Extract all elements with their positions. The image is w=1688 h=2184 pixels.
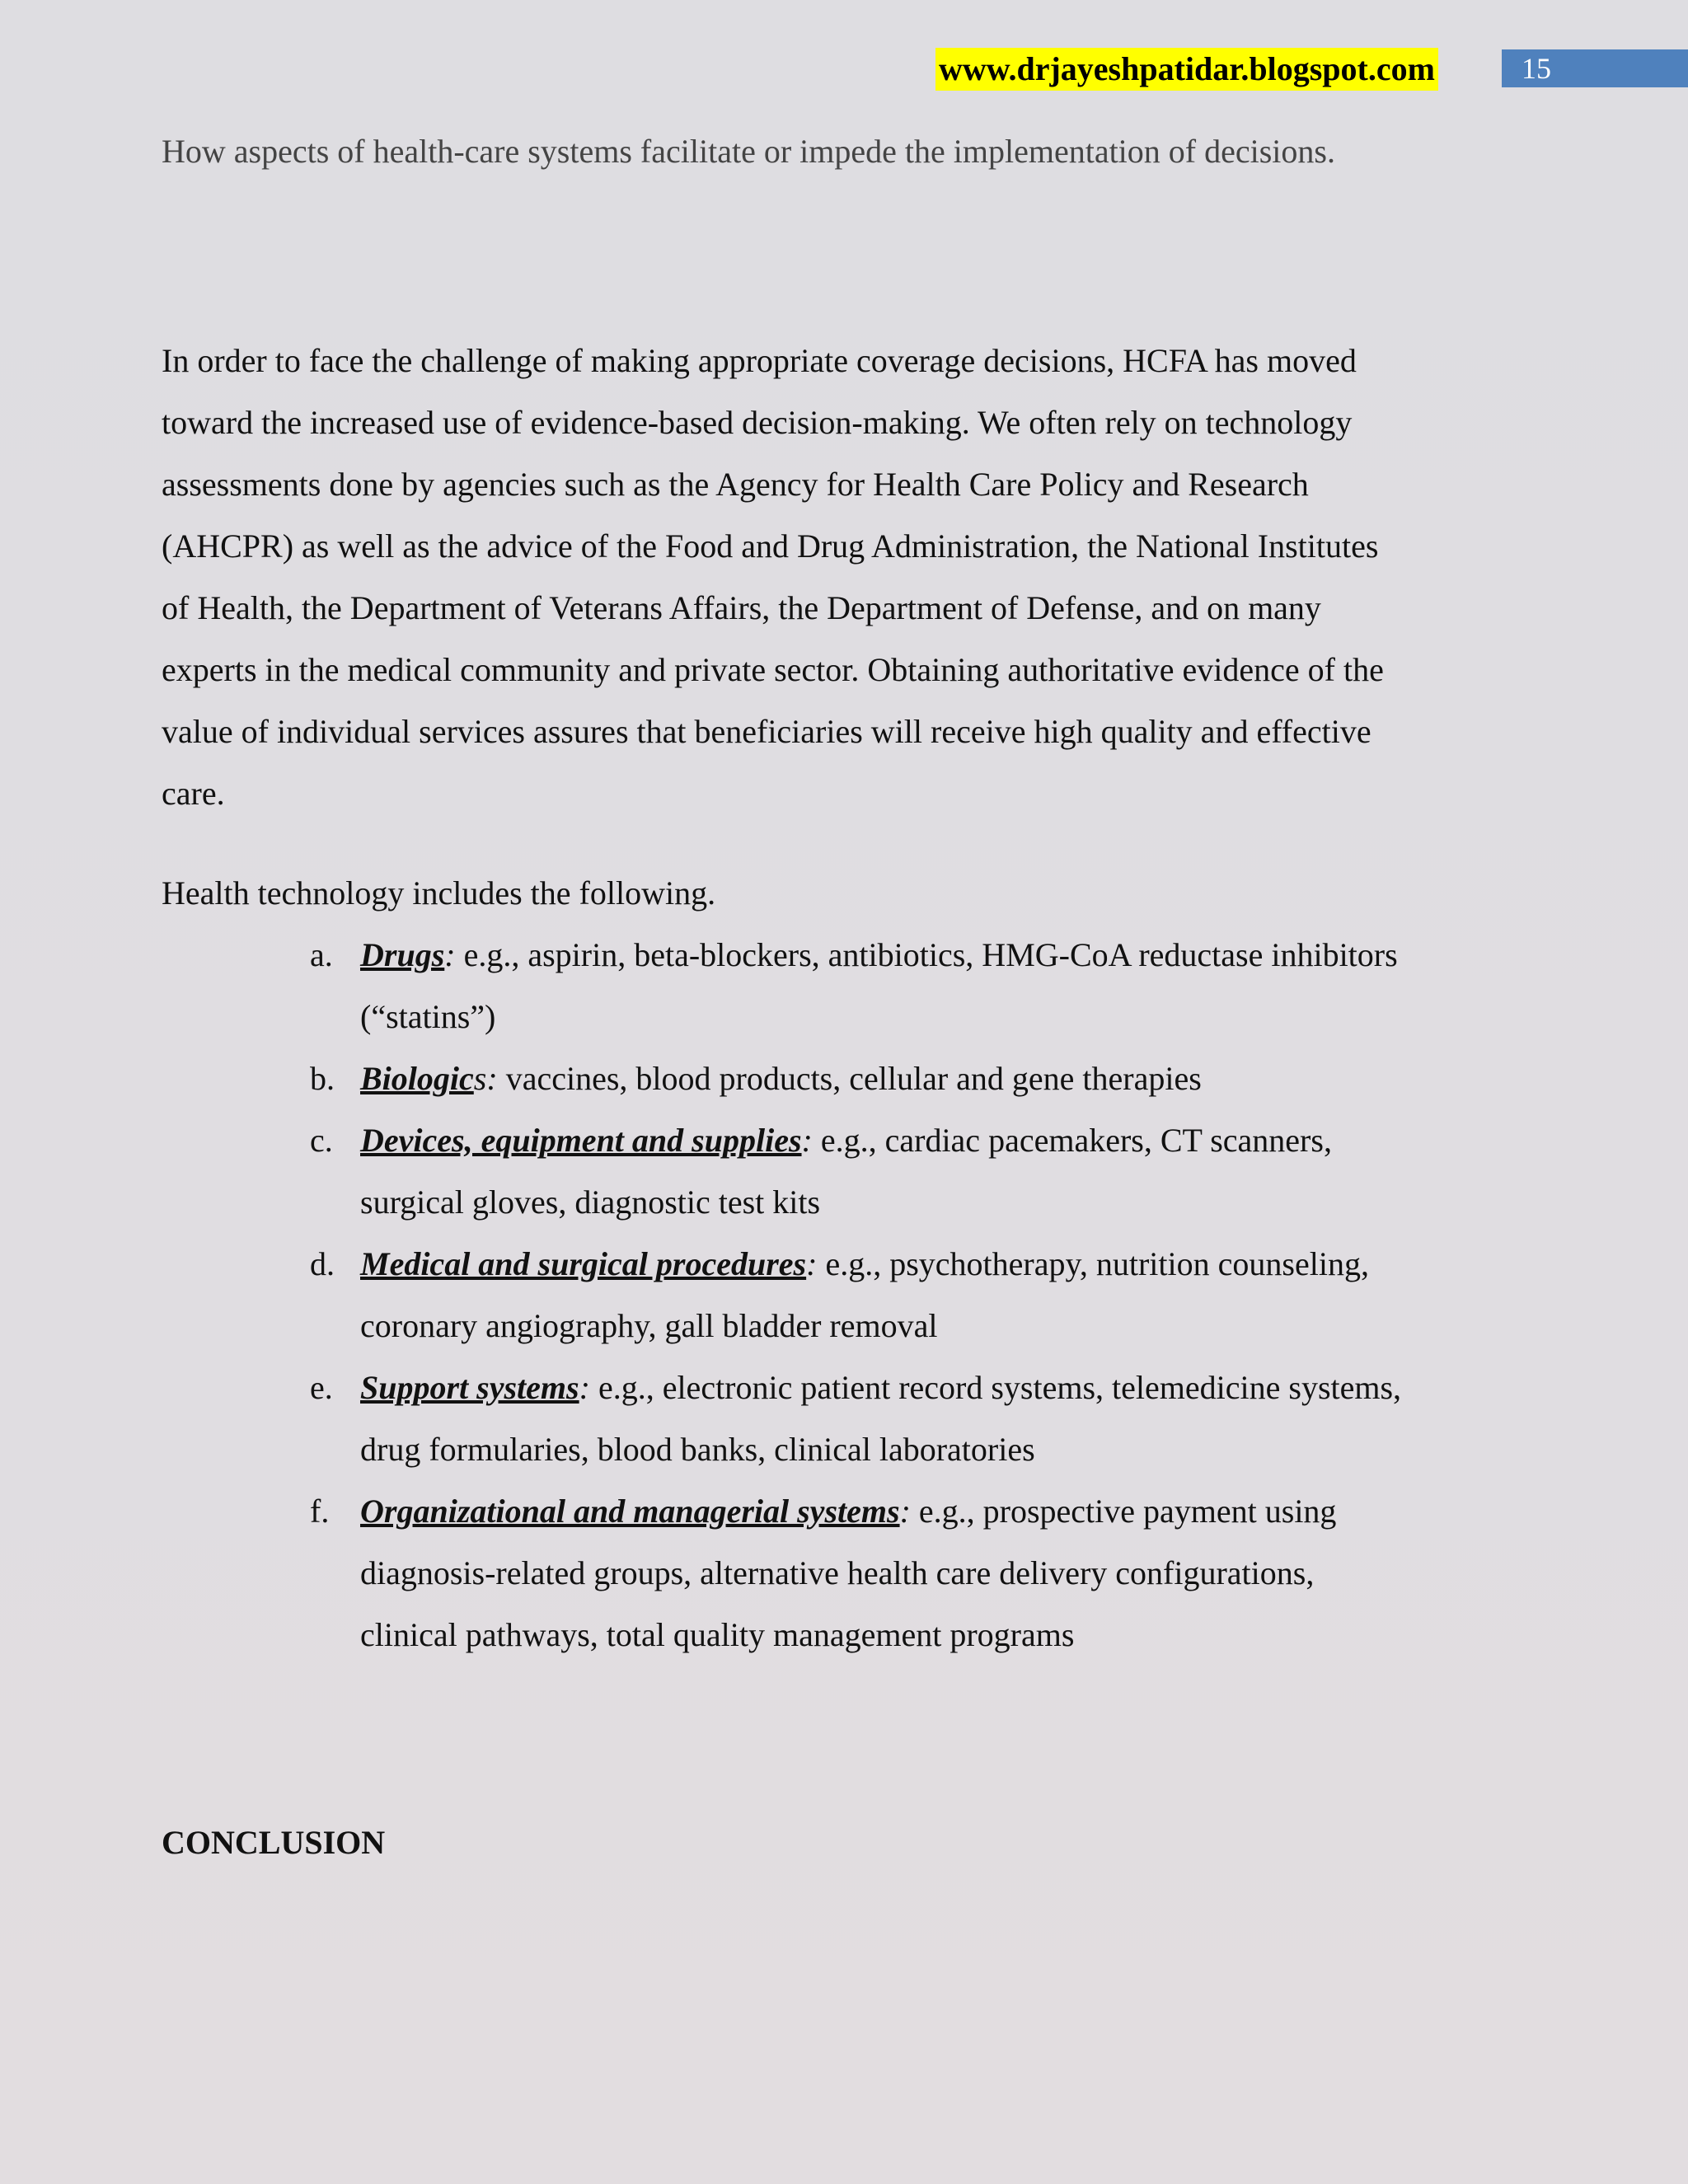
list-item <box>310 1480 1546 1666</box>
list-item-text: vaccines, blood products, cellular and gene therapies <box>497 1060 1202 1097</box>
list-item-continuation: surgical gloves, diagnostic test kits <box>360 1183 821 1221</box>
list-item-colon: : <box>801 1122 813 1159</box>
tech-list <box>310 924 1546 1666</box>
list-item-line <box>360 1109 1546 1171</box>
list-item-term-tail: s <box>473 1060 487 1097</box>
list-item-continuation: coronary angiography, gall bladder removal <box>360 1307 938 1344</box>
list-item-term: Devices, equipment and supplies <box>360 1122 802 1159</box>
paragraph-line: (AHCPR) as well as the advice of the Food and Drug Administration, the National Institutes <box>162 527 1379 565</box>
paragraph-line: value of individual services assures that beneficiaries will receive high quality and effective <box>162 713 1372 750</box>
list-item-colon: : <box>899 1493 911 1530</box>
list-item-text: e.g., aspirin, beta-blockers, antibiotics, HMG-CoA reductase inhibitors <box>455 936 1398 973</box>
list-item-letter: c. <box>310 1122 333 1159</box>
intro-line: How aspects of health-care systems facilitate or impede the implementation of decisions. <box>162 133 1335 170</box>
list-item-text: e.g., electronic patient record systems, telemedicine systems, <box>589 1369 1402 1406</box>
page-number: 15 <box>1502 49 1688 87</box>
header-url-link[interactable]: www.drjayeshpatidar.blogspot.com <box>935 48 1438 91</box>
list-item-term: Biologic <box>360 1060 474 1097</box>
list-item <box>310 1047 1546 1109</box>
list-item-letter: d. <box>310 1245 335 1282</box>
list-item-term: Support systems <box>360 1369 579 1406</box>
list-item-text: e.g., prospective payment using <box>910 1493 1337 1530</box>
list-item-letter: b. <box>310 1060 335 1097</box>
list-item-letter: a. <box>310 936 333 973</box>
list-item-continuation: (“statins”) <box>360 998 496 1035</box>
list-item-continuation: clinical pathways, total quality management programs <box>360 1616 1075 1653</box>
list-item-line <box>360 1480 1546 1542</box>
conclusion-heading: CONCLUSION <box>162 1824 386 1861</box>
list-item <box>310 1109 1546 1233</box>
list-item-line <box>360 1357 1546 1418</box>
tech-intro: Health technology includes the following. <box>162 874 716 912</box>
list-item <box>310 924 1546 1047</box>
paragraph-line: toward the increased use of evidence-based decision-making. We often rely on technology <box>162 404 1353 441</box>
paragraph-line: of Health, the Department of Veterans Affairs, the Department of Defense, and on many <box>162 589 1321 626</box>
list-item-term: Medical and surgical procedures <box>360 1245 807 1282</box>
list-item-text: e.g., cardiac pacemakers, CT scanners, <box>812 1122 1332 1159</box>
list-item-colon: : <box>486 1060 498 1097</box>
list-item-continuation: diagnosis-related groups, alternative health care delivery configurations, <box>360 1554 1315 1591</box>
paragraph-line: In order to face the challenge of making appropriate coverage decisions, HCFA has moved <box>162 342 1357 379</box>
list-item-term: Organizational and managerial systems <box>360 1493 900 1530</box>
paragraph-line: experts in the medical community and private sector. Obtaining authoritative evidence of the <box>162 651 1384 688</box>
body-paragraph <box>162 330 1513 824</box>
paragraph-line: care. <box>162 775 225 812</box>
list-item-line <box>360 1233 1546 1295</box>
list-item-text: e.g., psychotherapy, nutrition counseling, <box>817 1245 1369 1282</box>
list-item-colon: : <box>579 1369 590 1406</box>
list-item-colon: : <box>444 936 456 973</box>
list-item-line <box>360 924 1546 986</box>
list-item <box>310 1357 1546 1480</box>
list-item <box>310 1233 1546 1357</box>
paragraph-line: assessments done by agencies such as the Agency for Health Care Policy and Research <box>162 466 1309 503</box>
list-item-continuation: drug formularies, blood banks, clinical laboratories <box>360 1431 1035 1468</box>
list-item-colon: : <box>806 1245 818 1282</box>
list-item-letter: e. <box>310 1369 333 1406</box>
list-item-term: Drugs <box>360 936 445 973</box>
list-item-letter: f. <box>310 1493 330 1530</box>
list-item-line <box>360 1047 1546 1109</box>
